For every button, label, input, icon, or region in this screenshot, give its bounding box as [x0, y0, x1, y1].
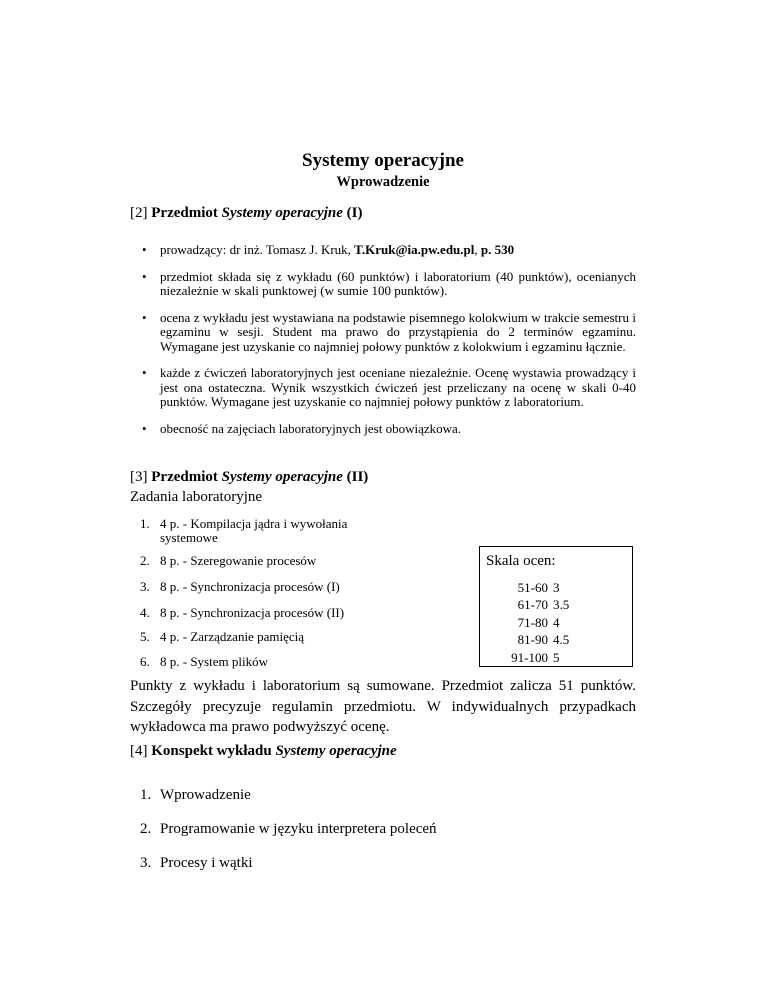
lecture-outline-list [130, 787, 437, 889]
bullet-lecture-grading: • ocena z wykładu jest wystawiana na podstawie pisemnego kolokwium w trakcie semestru i egzaminu w sesji. Student ma prawo do przystąpienia do 2 terminów egzaminu. Wymagane jest uzyskanie co najmniej połowy punktów z kolokwium i egzaminu łącznie. [130, 311, 636, 355]
section-3-number: [3] [130, 469, 148, 485]
outline-item: 1. Wprowadzenie [140, 787, 251, 803]
grading-scale-table [486, 579, 569, 667]
lecturer-name: prowadzący: dr inż. Tomasz J. Kruk, [160, 242, 351, 257]
table-row: 81-90 4.5 [517, 632, 570, 648]
lab-task-item: 6. 8 p. - System plików [140, 654, 268, 669]
section-2-bullet-list [130, 243, 636, 448]
lecturer-room: p. 530 [480, 242, 515, 257]
section-3-title-pre: Przedmiot [151, 469, 218, 485]
lab-task-list [130, 517, 390, 675]
lecturer-email-link[interactable]: T.Kruk@ia.pw.edu.pl [354, 242, 475, 257]
section-2-title-post: (I) [346, 205, 363, 221]
lab-task-item: 2. 8 p. - Szeregowanie procesów [140, 553, 317, 568]
outline-item: 2. Programowanie w języku interpretera poleceń [140, 821, 437, 837]
bullet-lecturer [130, 243, 636, 258]
table-row: 71-80 4 [517, 614, 560, 630]
section-4-title-italic: Systemy operacyjne [275, 743, 397, 759]
lab-tasks-subheading: Zadania laboratoryjne [130, 489, 263, 505]
grading-scale-box [479, 546, 633, 667]
section-2-title-italic: Systemy operacyjne [221, 205, 343, 221]
bullet-lab-grading: • każde z ćwiczeń laboratoryjnych jest oceniane niezależnie. Ocenę wystawia prowadzący i jest ona ostateczna. Wynik wszystkich ćwiczeń jest przeliczany na ocenę w skali 0-40 punktów. Wymagane jest uzyskanie co najmniej połowy punktów z laboratorium. [130, 366, 636, 410]
lab-task-item: 3. 8 p. - Synchronizacja procesów (I) [140, 579, 340, 594]
table-row: 51-60 3 [517, 579, 560, 595]
points-paragraph: Punkty z wykładu i laboratorium są sumowane. Przedmiot zalicza 51 punktów. Szczegóły precyzuje regulamin przedmiotu. W indywidualnych przypadkach wykładowca ma prawo podwyższyć ocenę. [130, 678, 636, 735]
lab-task-item: 1. 4 p. - Kompilacja jądra i wywołania systemowe [140, 516, 348, 545]
outline-item: 3. Procesy i wątki [140, 855, 253, 871]
table-row: 61-70 3.5 [517, 597, 570, 613]
section-2-heading [130, 205, 362, 222]
section-4-number: [4] [130, 743, 148, 759]
section-2-title-pre: Przedmiot [151, 205, 218, 221]
document-subtitle: Wprowadzenie [336, 174, 430, 190]
table-row: 91-100 5 [511, 649, 560, 665]
bullet-course-structure: • przedmiot składa się z wykładu (60 punktów) i laboratorium (40 punktów), ocenianych niezależnie w skali punktowej (w sumie 100 punktów). [130, 270, 636, 299]
section-4-heading [130, 743, 397, 760]
bullet-attendance: • obecność na zajęciach laboratoryjnych jest obowiązkowa. [130, 422, 636, 437]
separator: , [474, 242, 478, 257]
document-title: Systemy operacyjne [302, 150, 464, 171]
lab-task-item: 5. 4 p. - Zarządzanie pamięcią [140, 629, 304, 644]
lab-task-item: 4. 8 p. - Synchronizacja procesów (II) [140, 605, 345, 620]
section-2-number: [2] [130, 205, 148, 221]
section-3-title-italic: Systemy operacyjne [221, 469, 343, 485]
grading-scale-title: Skala ocen: [486, 553, 556, 569]
section-4-title-pre: Konspekt wykładu [151, 743, 272, 759]
section-3-heading [130, 469, 368, 486]
section-3-title-post: (II) [346, 469, 369, 485]
